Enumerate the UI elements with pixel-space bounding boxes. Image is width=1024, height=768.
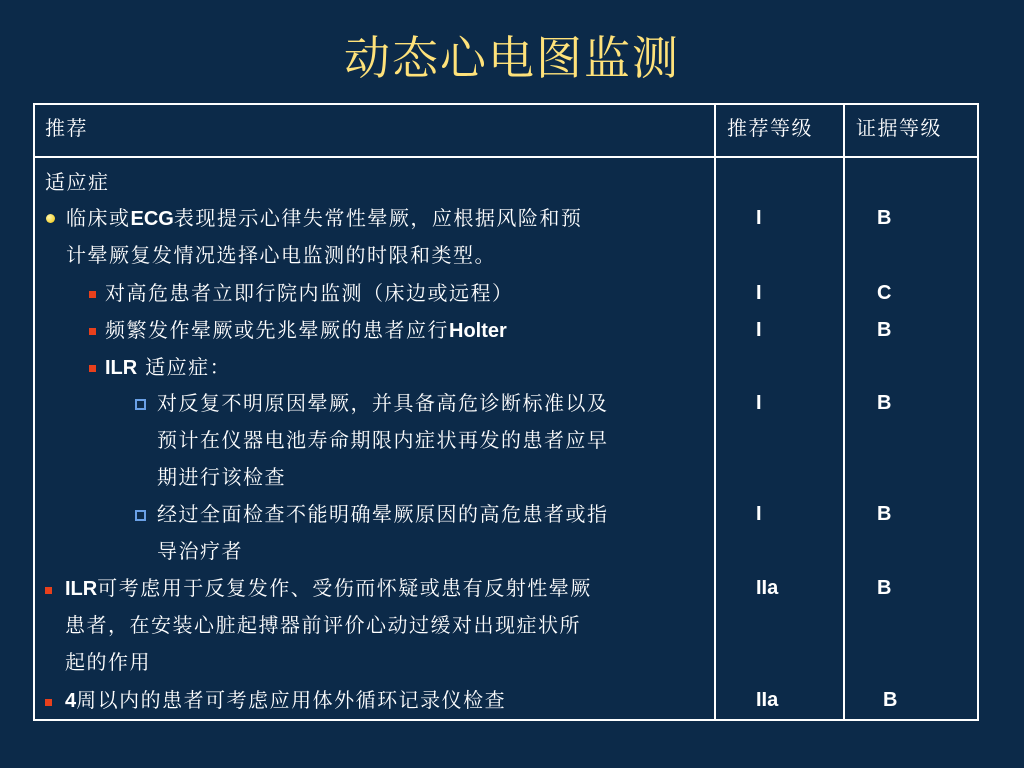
row6-line1: 经过全面检查不能明确晕厥原因的高危患者或指 [157, 502, 609, 526]
hollow-square-bullet-icon [135, 510, 146, 521]
row5-class: I [756, 392, 762, 414]
row7-line3: 起的作用 [65, 650, 151, 674]
row6-line2: 导治疗者 [157, 539, 243, 563]
square-bullet-icon [89, 365, 96, 372]
row8-text: 4周以内的患者可考虑应用体外循环记录仪检查 [65, 688, 507, 712]
row4-text: ILR 适应症： [105, 355, 232, 379]
row1-class: I [756, 207, 762, 229]
header-recommendation: 推荐 [45, 116, 88, 140]
square-bullet-icon [45, 587, 52, 594]
table-border-bottom [33, 719, 979, 721]
row6-class: I [756, 503, 762, 525]
table-col-divider-1 [714, 103, 716, 721]
dot-bullet-icon [46, 214, 55, 223]
header-level: 证据等级 [856, 116, 942, 140]
square-bullet-icon [89, 291, 96, 298]
table-border-left [33, 103, 35, 721]
row7-line2: 患者，在安装心脏起搏器前评价心动过缓对出现症状所 [65, 613, 581, 637]
table-header-divider [33, 156, 979, 158]
row8-class: IIa [756, 689, 779, 711]
row5-line2: 预计在仪器电池寿命期限内症状再发的患者应早 [157, 428, 609, 452]
row5-line3: 期进行该检查 [157, 465, 286, 489]
table-border-right [977, 103, 979, 721]
slide-title: 动态心电图监测 [344, 31, 680, 85]
row5-line1: 对反复不明原因晕厥，并具备高危诊断标准以及 [157, 391, 609, 415]
row1-level: B [877, 207, 892, 229]
row7-level: B [877, 577, 892, 599]
table-border-top [33, 103, 979, 105]
row8-level: B [883, 689, 898, 711]
hollow-square-bullet-icon [135, 399, 146, 410]
table-col-divider-2 [843, 103, 845, 721]
row2-text: 对高危患者立即行院内监测（床边或远程） [105, 281, 514, 305]
row3-text: 频繁发作晕厥或先兆晕厥的患者应行Holter [105, 318, 507, 342]
square-bullet-icon [45, 699, 52, 706]
row2-level: C [877, 282, 892, 304]
row5-level: B [877, 392, 892, 414]
row3-level: B [877, 319, 892, 341]
row1-line2: 计晕厥复发情况选择心电监测的时限和类型。 [66, 243, 496, 267]
row2-class: I [756, 282, 762, 304]
row7-class: IIa [756, 577, 779, 599]
row6-level: B [877, 503, 892, 525]
row1-line1: 临床或ECG表现提示心律失常性晕厥，应根据风险和预 [66, 206, 583, 230]
square-bullet-icon [89, 328, 96, 335]
section-label: 适应症 [45, 170, 110, 194]
header-class: 推荐等级 [727, 116, 813, 140]
row3-class: I [756, 319, 762, 341]
row7-line1: ILR可考虑用于反复发作、受伤而怀疑或患有反射性晕厥 [65, 576, 592, 600]
